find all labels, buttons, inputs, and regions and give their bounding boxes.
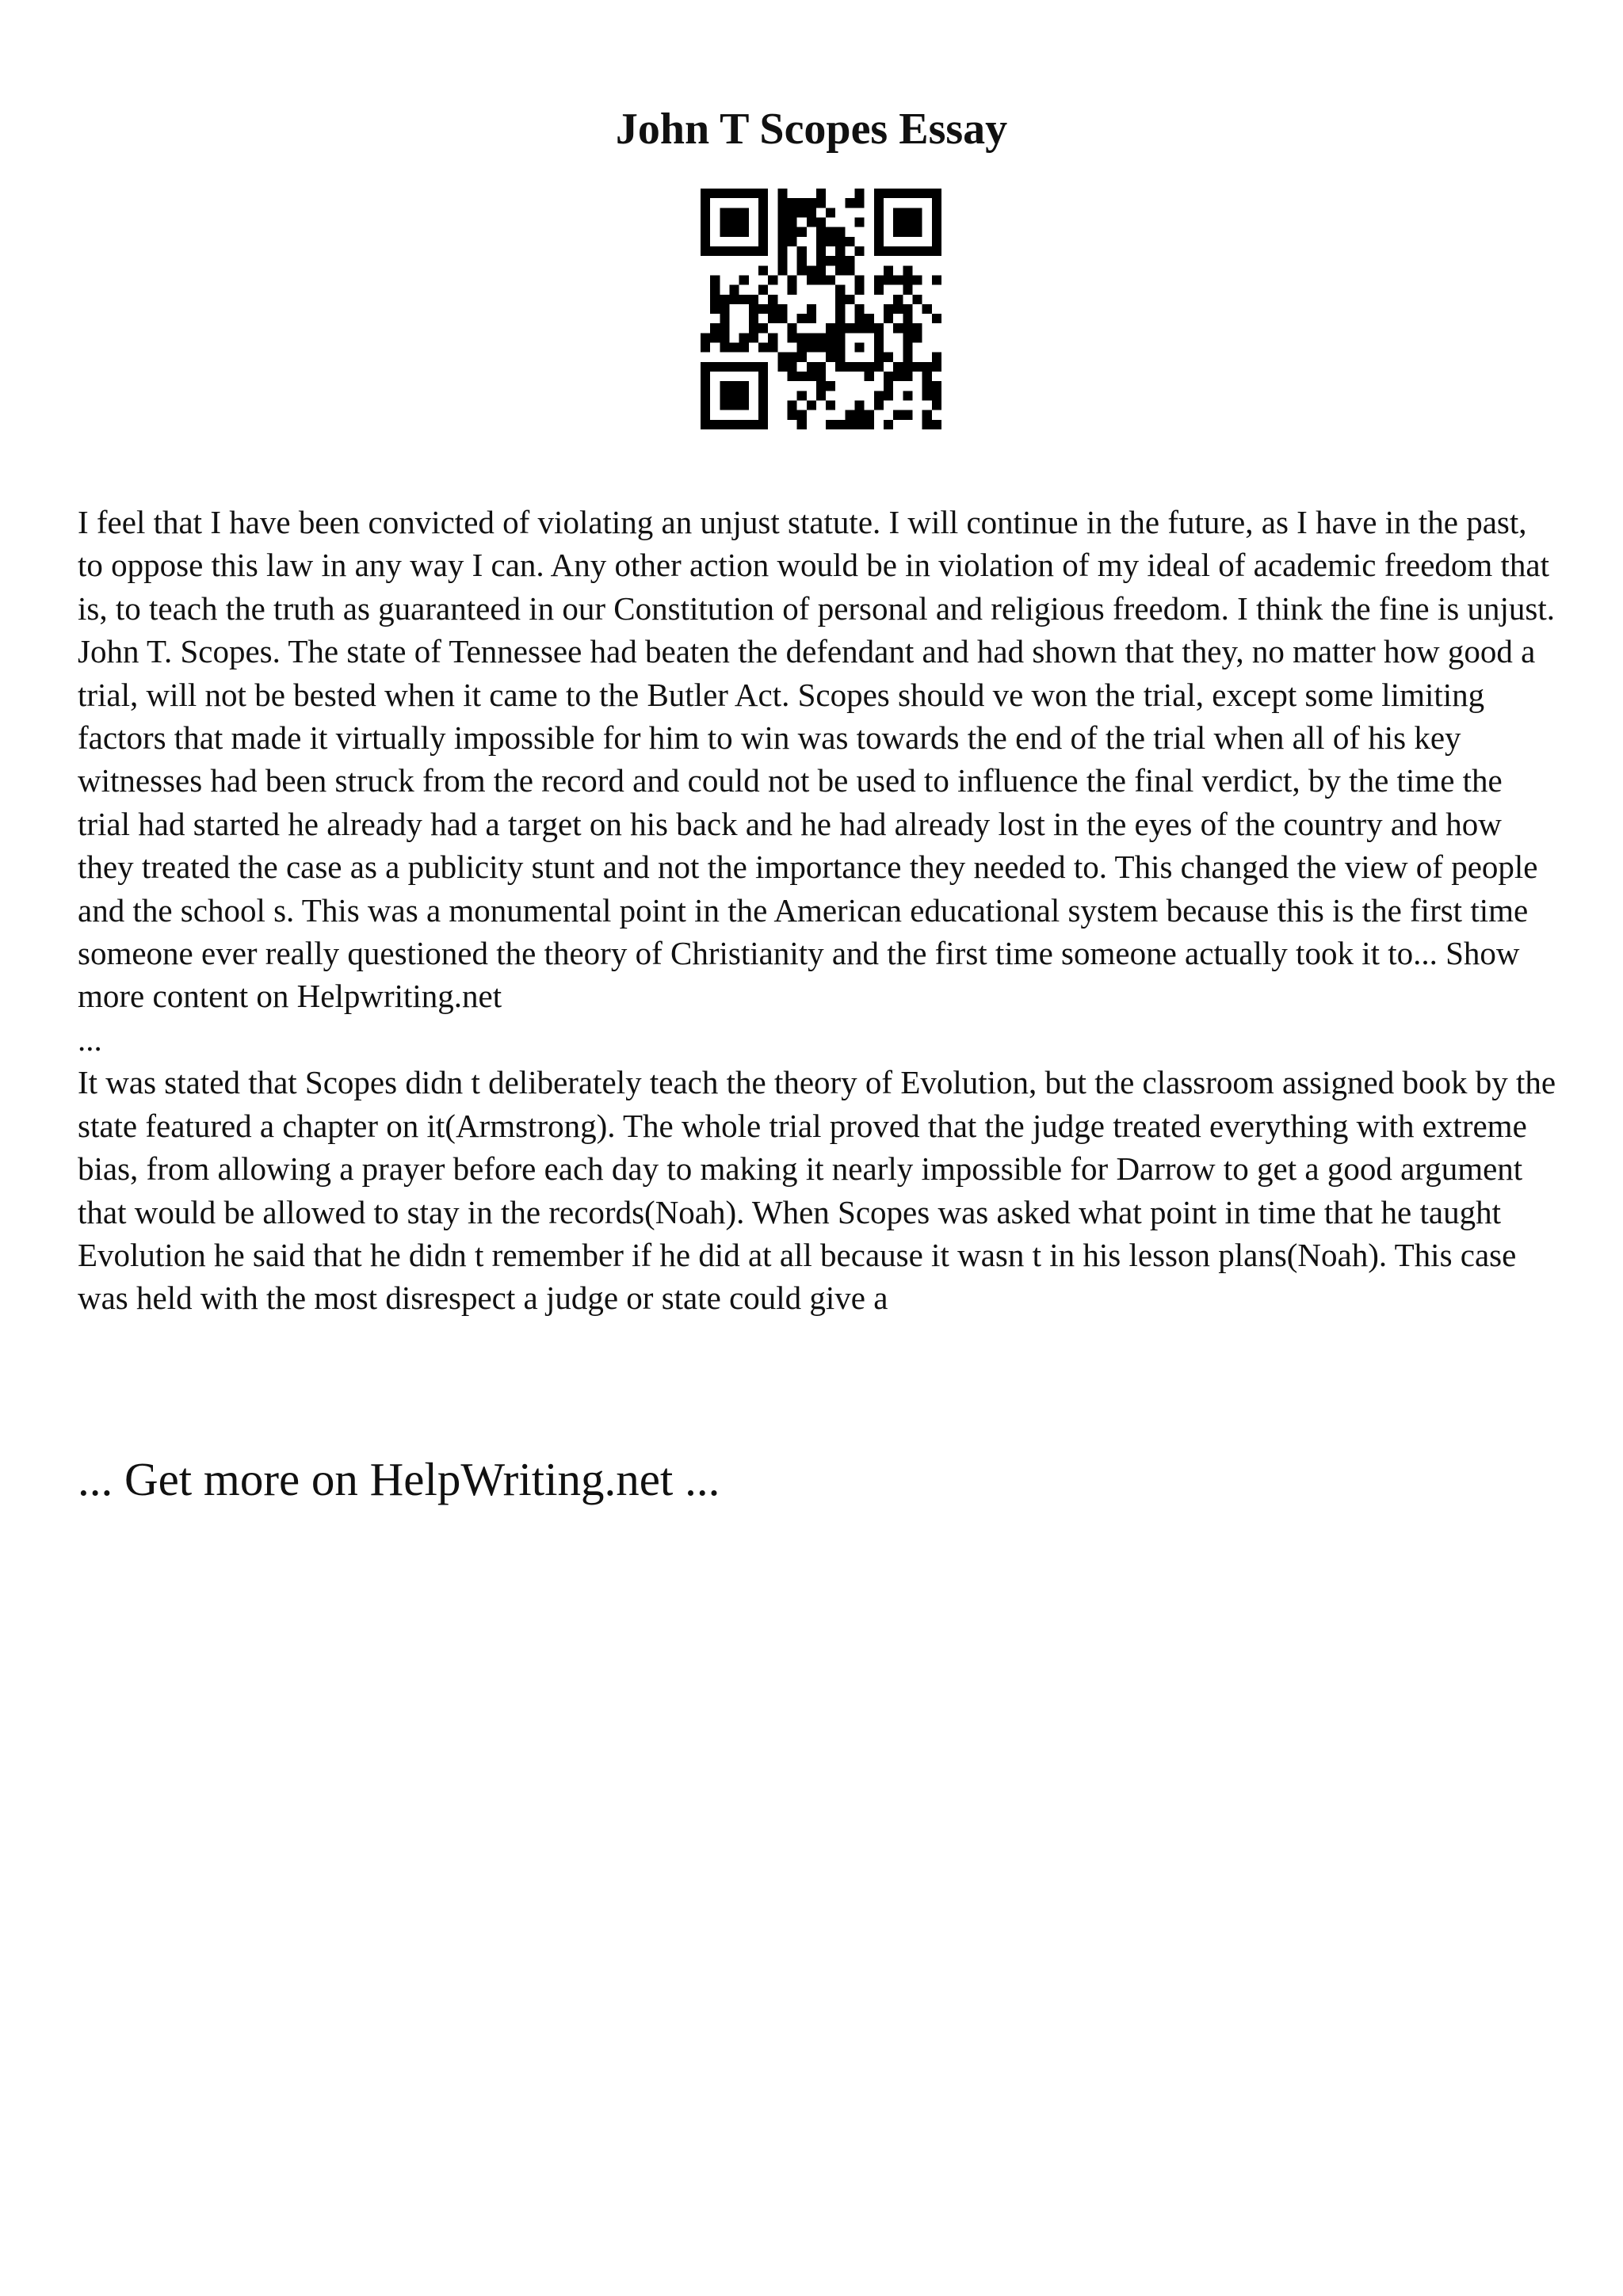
essay-body [78,501,1560,1320]
get-more-link[interactable]: ... Get more on HelpWriting.net ... [78,1453,720,1505]
essay-paragraph-2: It was stated that Scopes didn t deliberately teach the theory of Evolution, but the classroom assigned book by the state featured a chapter on it(Armstrong). The whole trial proved that the judge treated everything with extreme bias, from allowing a prayer before each day to making it nearly impossible for Darrow to get a good argument that would be allowed to stay in the records(Noah). When Scopes was asked what point in time that he taught Evolution he said that he didn t remember if he did at all because it wasn t in his lesson plans(Noah). This case was held with the most disrespect a judge or state could give a [78,1064,1556,1317]
essay-ellipsis: ... [78,1020,102,1058]
document-title: John T Scopes Essay [615,105,1008,154]
essay-paragraph-1: I feel that I have been convicted of violating an unjust statute. I will continue in the future, as I have in the past, to oppose this law in any way I can. Any other action would be in violation of my ideal of academic freedom that is, to teach the truth as guaranteed in our Constitution of personal and religious freedom. I think the fine is unjust. John T. Scopes. The state of Tennessee had beaten the defendant and had shown that they, no matter how good a trial, will not be bested when it came to the Butler Act. Scopes should ve won the trial, except some limiting factors that made it virtually impossible for him to win was towards the end of the trial when all of his key witnesses had been struck from the record and could not be used to influence the final verdict, by the time the trial had started he already had a target on his back and he had already lost in the eyes of the country and how they treated the case as a publicity stunt and not the importance they needed to. This changed the view of people and the school s. This was a monumental point in the American educational system because this is the first time someone ever really questioned the theory of Christianity and the first time someone actually took it to... Show more content on Helpwriting.net [78,504,1555,1015]
qr-code-icon[interactable] [701,189,941,429]
qr-code-graphic [701,189,941,429]
